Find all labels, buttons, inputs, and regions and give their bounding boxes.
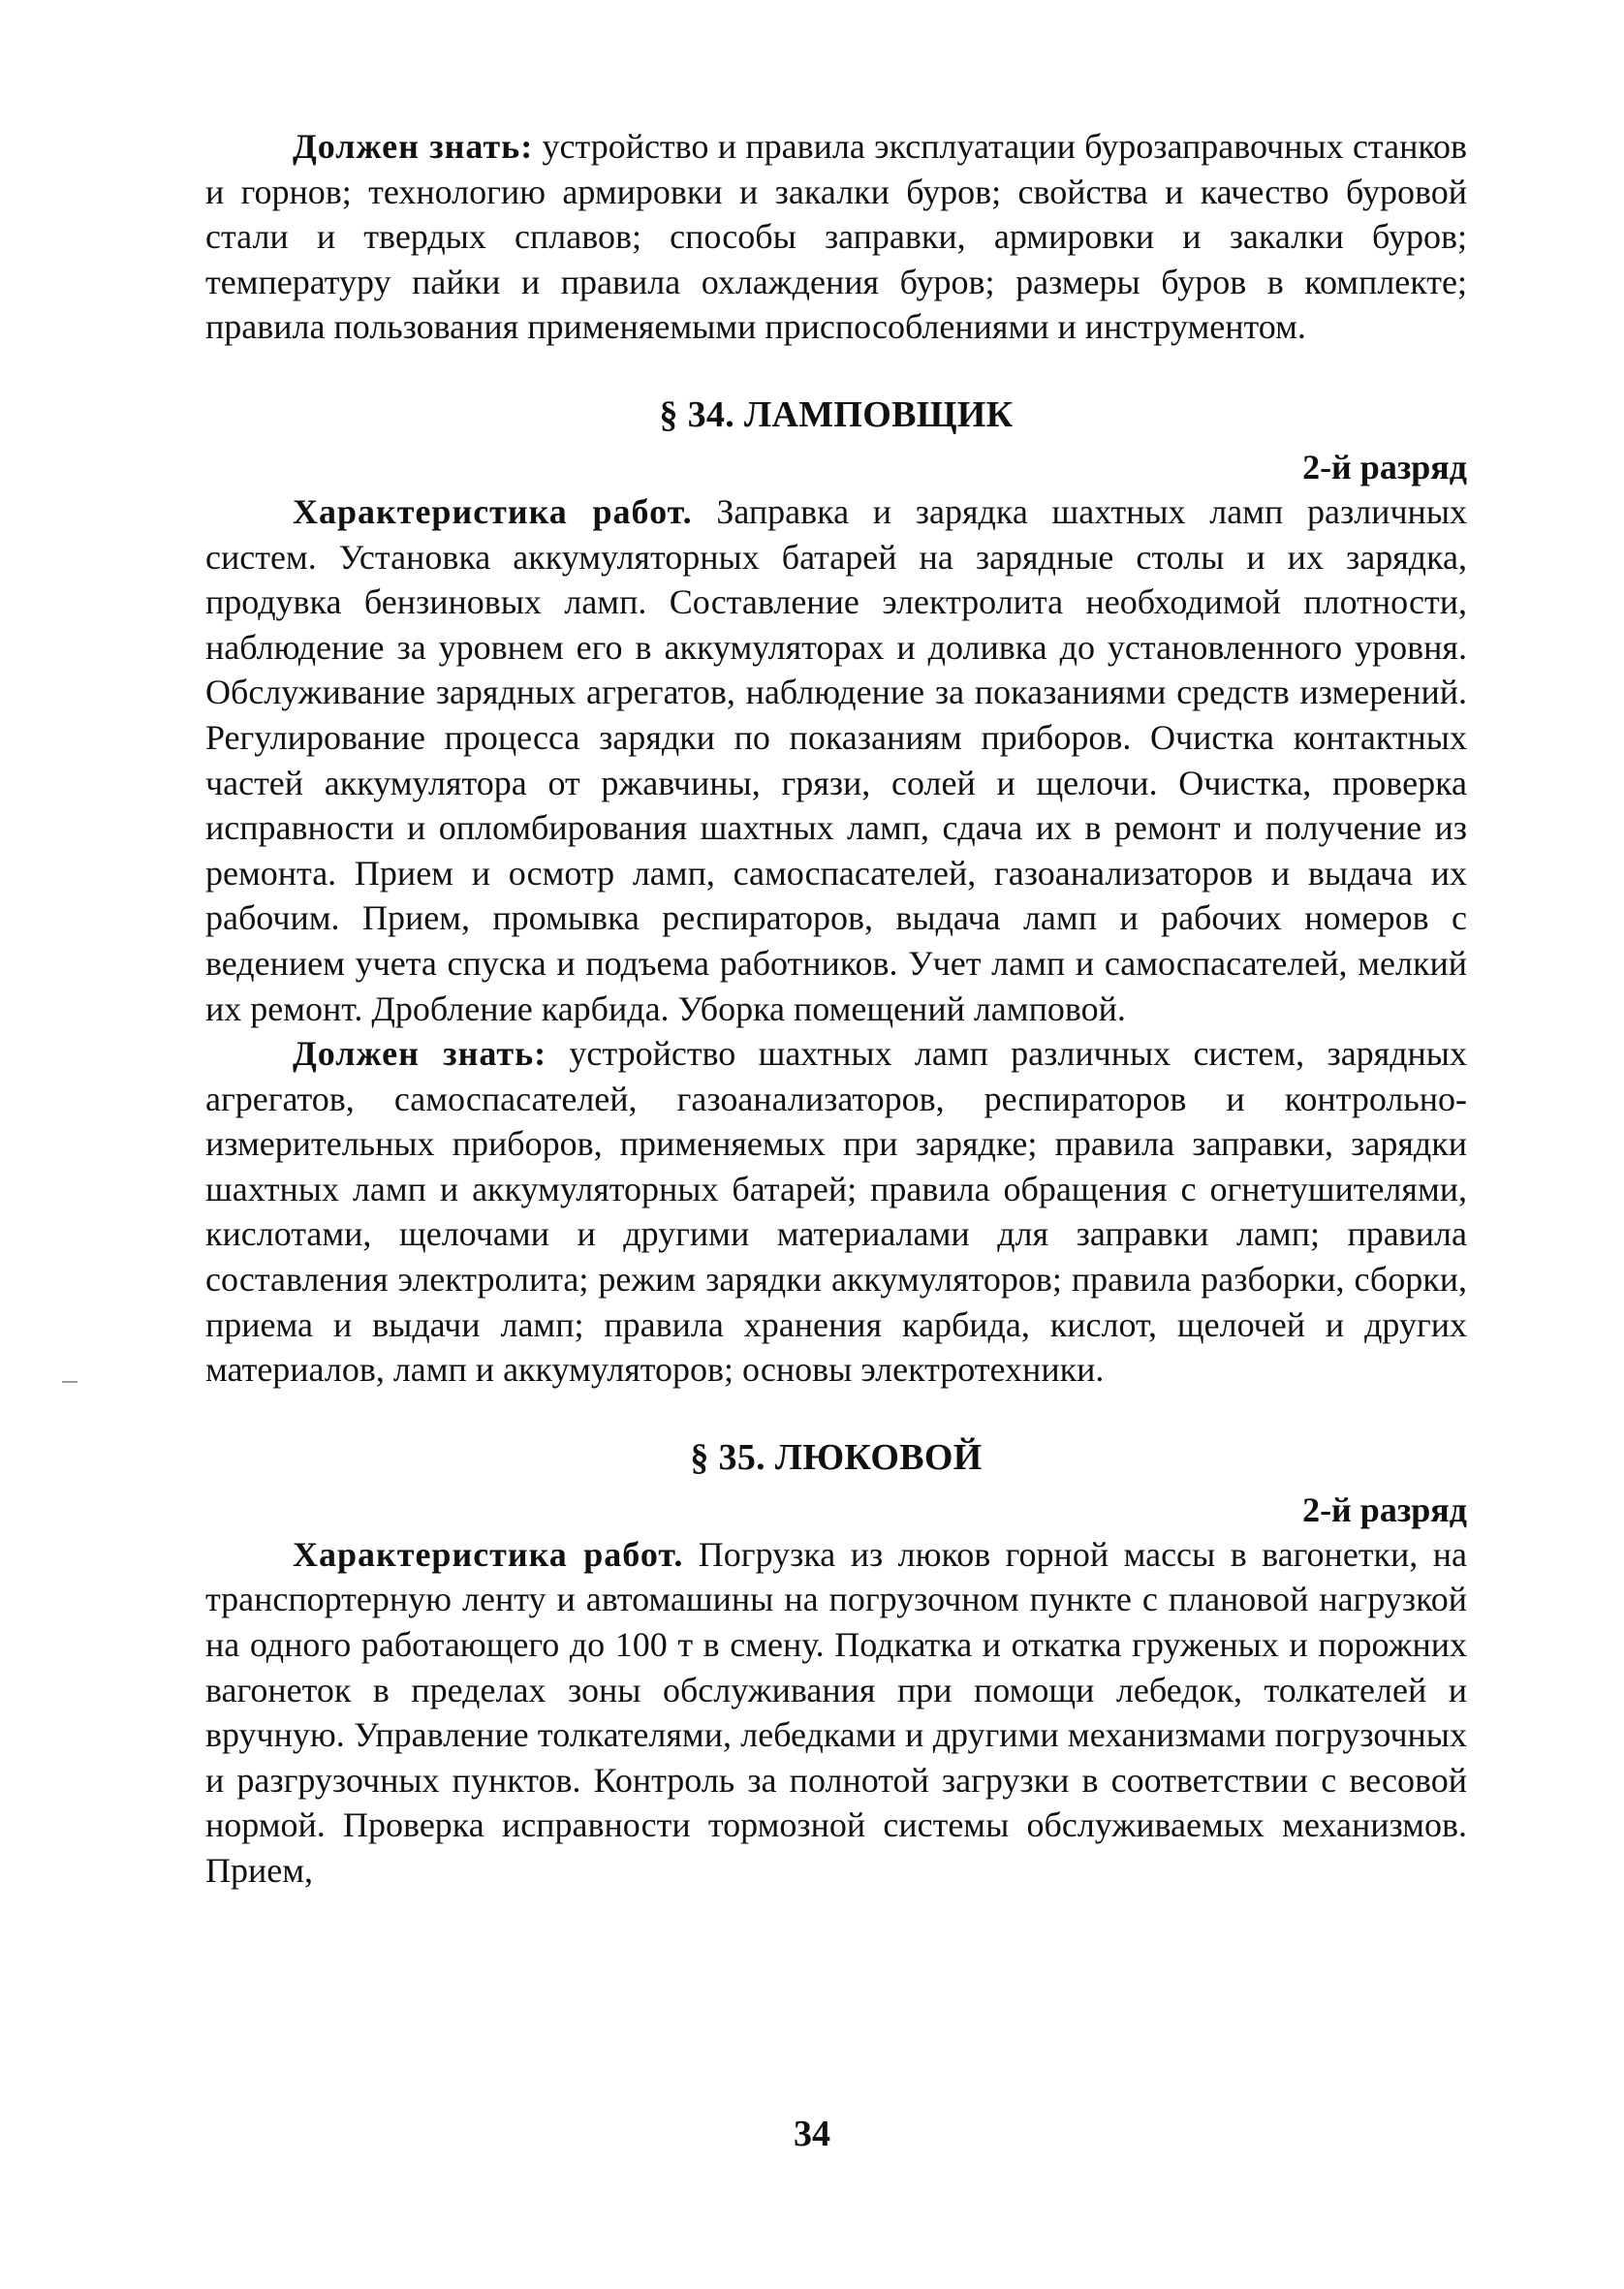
intro-text: устройство и правила эксплуатации бурозаправочных станков и горнов; технологию армировки и закалки буров; свойства и качество буровой стали и твердых сплавов; способы заправки, армировки и закалки буров; температуру пайки и правила охлаждения буров; размеры буров в комплекте; правила пользования применяемыми приспособлениями и инструментом. <box>205 127 1468 347</box>
intro-paragraph <box>205 124 1467 350</box>
intro-label: Должен знать: <box>293 127 534 166</box>
scan-artifact-mark <box>62 1381 78 1383</box>
section-34-characteristics <box>205 489 1467 1031</box>
page-body <box>205 124 1467 1894</box>
section-34-knowledge <box>205 1031 1467 1393</box>
section-34-characteristics-label: Характеристика работ. <box>293 491 693 531</box>
section-34-characteristics-text: Заправка и зарядка шахтных ламп различных систем. Установка аккумуляторных батарей на зарядные столы и их зарядка, продувка бензиновых ламп. Составление электролита необходимой плотности, наблюдение за уровнем его в аккумуляторах и доливка до установленного уровня. Обслуживание зарядных агрегатов, наблюдение за показаниями средств измерений. Регулирование процесса зарядки по показаниям приборов. Очистка контактных частей аккумулятора от ржавчины, грязи, солей и щелочи. Очистка, проверка исправности и опломбирования шахтных ламп, сдача их в ремонт и получение из ремонта. Прием и осмотр ламп, самоспасателей, газоанализаторов и выдача их рабочим. Прием, промывка респираторов, выдача ламп и рабочих номеров с ведением учета спуска и подъема работников. Учет ламп и самоспасателей, мелкий их ремонт. Дробление карбида. Уборка помещений ламповой. <box>205 491 1468 1028</box>
section-34-grade: 2-й разряд <box>1302 447 1467 486</box>
section-35-characteristics-text: Погрузка из люков горной массы в вагонетки, на транспортерную ленту и автомашины на погрузочном пункте с плановой нагрузкой на одного работающего до 100 т в смену. Подкатка и откатка груженых и порожних вагонеток в пределах зоны обслуживания при помощи лебедок, толкателей и вручную. Управление толкателями, лебедками и другими механизмами погрузочных и разгрузочных пунктов. Контроль за полнотой загрузки в соответствии с весовой нормой. Проверка исправности тормозной системы обслуживаемых механизмов. Прием, <box>205 1534 1468 1890</box>
section-34-heading: § 34. ЛАМПОВЩИК <box>659 393 1014 435</box>
page-number: 34 <box>794 2114 830 2154</box>
section-34-knowledge-label: Должен знать: <box>293 1034 547 1074</box>
section-35-characteristics-label: Характеристика работ. <box>293 1534 684 1574</box>
section-35-grade: 2-й разряд <box>1302 1489 1467 1529</box>
section-34-knowledge-text: устройство шахтных ламп различных систем, зарядных агрегатов, самоспасателей, газоанализаторов, респираторов и контрольно-измерительных приборов, применяемых при зарядке; правила заправки, зарядки шахтных ламп и аккумуляторных батарей; правила обращения с огнетушителями, кислотами, щелочами и другими материалами для заправки ламп; правила составления электролита; режим зарядки аккумуляторов; правила разборки, сборки, приема и выдачи ламп; правила хранения карбида, кислот, щелочей и других материалов, ламп и аккумуляторов; основы электротехники. <box>205 1034 1467 1390</box>
section-35-characteristics <box>205 1532 1467 1894</box>
section-35-heading: § 35. ЛЮКОВОЙ <box>690 1436 983 1478</box>
